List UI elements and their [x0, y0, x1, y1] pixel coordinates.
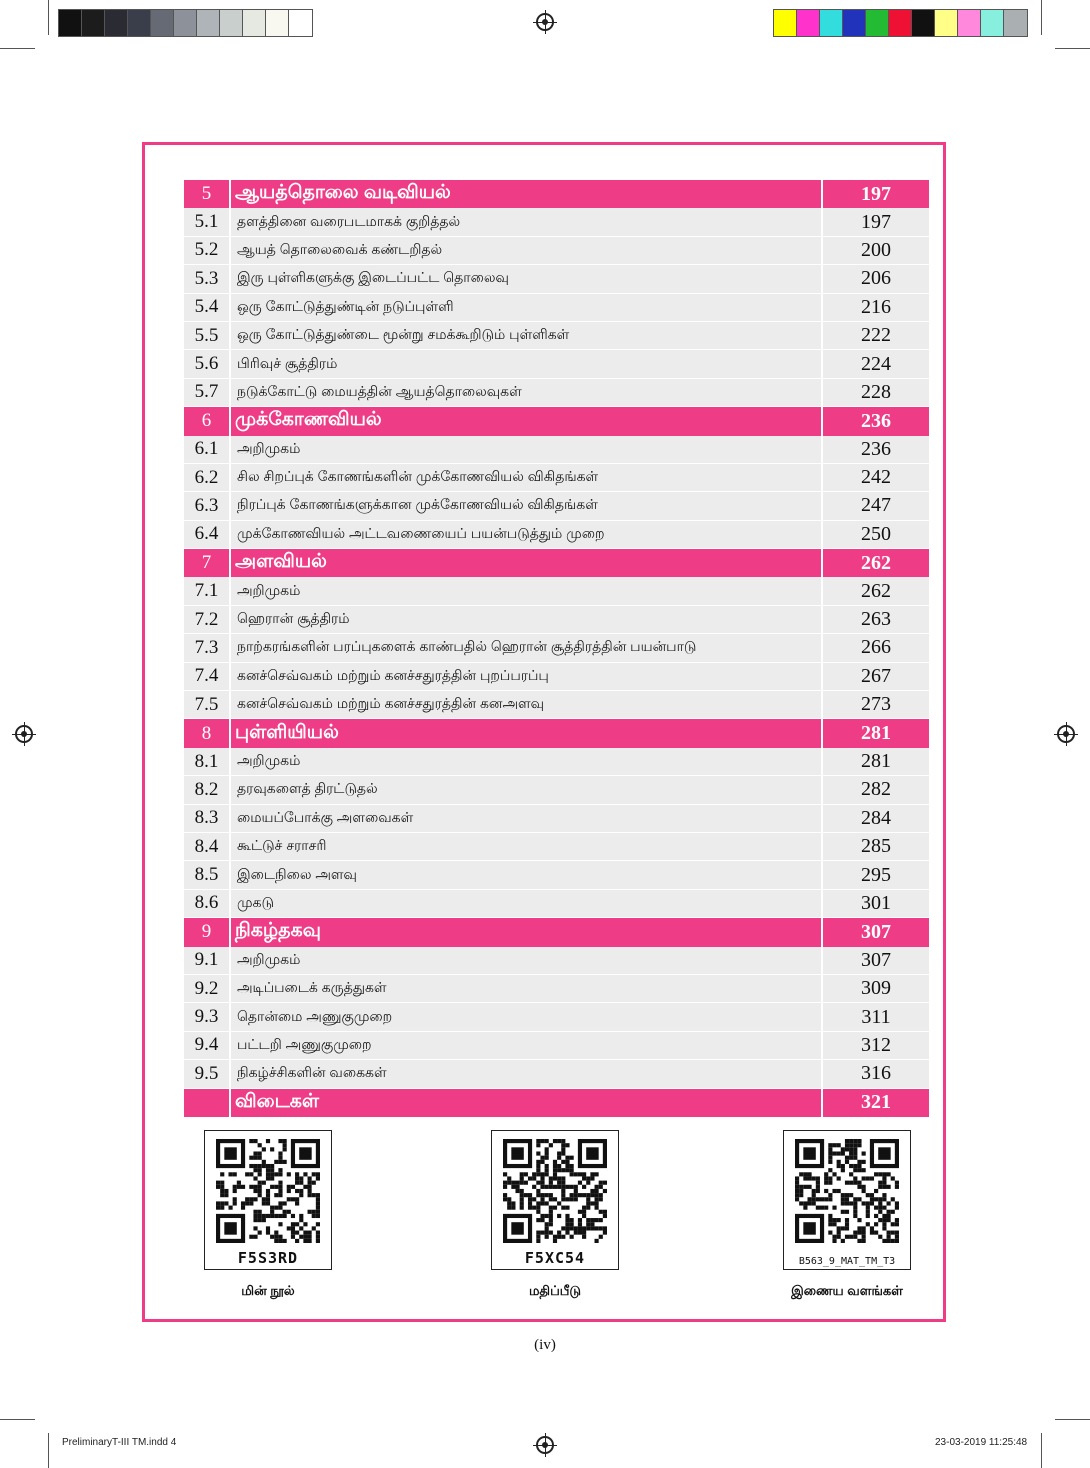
toc-title: பட்டறி அணுகுமுறை — [231, 1032, 823, 1059]
toc-page: 311 — [861, 1005, 891, 1028]
toc-num: 6.1 — [184, 436, 231, 463]
registration-mark-icon — [15, 725, 33, 743]
toc-title: பிரிவுச் சூத்திரம் — [231, 350, 823, 377]
toc-num: 7.2 — [184, 606, 231, 633]
registration-mark-icon — [536, 1436, 554, 1454]
toc-title: தொன்மை அணுகுமுறை — [231, 1003, 823, 1030]
toc-section-row[interactable] — [184, 975, 929, 1003]
toc-page: 216 — [861, 295, 891, 318]
color-swatch — [266, 10, 289, 36]
toc-title: விடைகள் — [231, 1089, 823, 1117]
toc-title: நிகழ்தகவு — [231, 918, 823, 946]
toc-section-row[interactable] — [184, 265, 929, 293]
toc-num: 8.1 — [184, 748, 231, 775]
toc-section-row[interactable] — [184, 861, 929, 889]
toc-title: அறிமுகம் — [231, 748, 823, 775]
toc-section-row[interactable] — [184, 1060, 929, 1088]
color-swatch — [820, 10, 843, 36]
toc-chapter-row[interactable] — [184, 918, 929, 946]
toc-title: இரு புள்ளிகளுக்கு இடைப்பட்ட தொலைவு — [231, 265, 823, 292]
qr-code-text: F5XC54 — [524, 1249, 586, 1267]
toc-page: 266 — [861, 636, 891, 659]
toc-section-row[interactable] — [184, 663, 929, 691]
toc-page: 197 — [823, 180, 929, 208]
color-swatch — [151, 10, 174, 36]
toc-title: அறிமுகம் — [231, 577, 823, 604]
registration-mark-icon — [1057, 725, 1075, 743]
crop-mark — [1055, 1419, 1090, 1420]
toc-page: 309 — [861, 977, 891, 1000]
crop-mark — [1055, 48, 1090, 49]
toc-page: 262 — [861, 579, 891, 602]
toc-title: நிகழ்ச்சிகளின் வகைகள் — [231, 1060, 823, 1087]
toc-page: 236 — [823, 407, 929, 435]
toc-title: கனச்செவ்வகம் மற்றும் கனச்சதுரத்தின் புறப்பரப்பு — [231, 663, 823, 690]
toc-num: 7.3 — [184, 634, 231, 661]
toc-page: 242 — [861, 466, 891, 489]
toc-num: 5.3 — [184, 265, 231, 292]
toc-page: 307 — [861, 948, 891, 971]
toc-page: 281 — [861, 750, 891, 772]
toc-section-row[interactable] — [184, 492, 929, 520]
crop-mark — [1041, 1433, 1042, 1468]
color-swatch — [889, 10, 912, 36]
toc-title: ஆயத் தொலைவைக் கண்டறிதல் — [231, 237, 823, 264]
toc-page: 200 — [861, 238, 891, 261]
toc-section-row[interactable] — [184, 350, 929, 378]
toc-section-row[interactable] — [184, 464, 929, 492]
toc-num: 5.4 — [184, 294, 231, 321]
toc-num: 9.1 — [184, 947, 231, 974]
qr-code-icon — [795, 1139, 899, 1243]
toc-num: 9.5 — [184, 1060, 231, 1087]
toc-page: 222 — [861, 324, 891, 347]
color-swatch — [981, 10, 1004, 36]
color-swatch — [797, 10, 820, 36]
color-swatch — [958, 10, 981, 36]
toc-num: 9.2 — [184, 975, 231, 1002]
color-swatch — [866, 10, 889, 36]
crop-mark — [0, 48, 35, 49]
toc-section-row[interactable] — [184, 521, 929, 549]
toc-page: 295 — [861, 863, 891, 886]
qr-code-ebook[interactable] — [204, 1130, 332, 1270]
toc-title: அறிமுகம் — [231, 436, 823, 463]
toc-section-row[interactable] — [184, 322, 929, 350]
crop-mark — [48, 0, 49, 35]
slug-timestamp: 23-03-2019 11:25:48 — [935, 1437, 1028, 1448]
toc-page: 262 — [823, 549, 929, 577]
qr-code-assessment[interactable] — [491, 1130, 619, 1270]
toc-chapter-row[interactable] — [184, 549, 929, 577]
color-swatch — [59, 10, 82, 36]
toc-num: 5.2 — [184, 237, 231, 264]
toc-section-row[interactable] — [184, 691, 929, 719]
toc-section-row[interactable] — [184, 890, 929, 918]
toc-section-row[interactable] — [184, 208, 929, 236]
toc-num: 8.2 — [184, 776, 231, 803]
toc-num: 5 — [184, 180, 231, 208]
toc-title: கனச்செவ்வகம் மற்றும் கனச்சதுரத்தின் கனஅளவு — [231, 691, 823, 718]
color-swatch — [220, 10, 243, 36]
toc-title: மையப்போக்கு அளவைகள் — [231, 805, 823, 832]
toc-num — [184, 1089, 231, 1117]
toc-num: 9.4 — [184, 1032, 231, 1059]
color-swatch — [105, 10, 128, 36]
color-swatch — [935, 10, 958, 36]
toc-num: 9.3 — [184, 1003, 231, 1030]
toc-page: 281 — [823, 719, 929, 747]
qr-code-web-resources[interactable] — [783, 1130, 911, 1270]
toc-chapter-row[interactable] — [184, 407, 929, 435]
color-swatch — [1004, 10, 1027, 36]
toc-title: முகடு — [231, 890, 823, 917]
toc-title: அடிப்படைக் கருத்துகள் — [231, 975, 823, 1002]
toc-num: 7.4 — [184, 663, 231, 690]
toc-num: 8.4 — [184, 833, 231, 860]
toc-page: 316 — [861, 1062, 891, 1085]
page-number: (iv) — [534, 1337, 556, 1353]
color-swatch — [912, 10, 935, 36]
toc-section-row[interactable] — [184, 1003, 929, 1031]
toc-section-row[interactable] — [184, 577, 929, 605]
toc-page: 224 — [861, 352, 891, 375]
crop-mark — [48, 1433, 49, 1468]
toc-title: ஒரு கோட்டுத்துண்டை மூன்று சமக்கூறிடும் புள்ளிகள் — [231, 322, 823, 349]
toc-title: தளத்தினை வரைபடமாகக் குறித்தல் — [231, 208, 823, 235]
toc-title: ஒரு கோட்டுத்துண்டின் நடுப்புள்ளி — [231, 294, 823, 321]
toc-section-row[interactable] — [184, 833, 929, 861]
toc-title: அறிமுகம் — [231, 947, 823, 974]
toc-title: நிரப்புக் கோணங்களுக்கான முக்கோணவியல் விகிதங்கள் — [231, 492, 823, 519]
color-swatch — [197, 10, 220, 36]
color-swatch — [128, 10, 151, 36]
toc-section-row[interactable] — [184, 294, 929, 322]
toc-page: 197 — [861, 210, 891, 233]
toc-title: சில சிறப்புக் கோணங்களின் முக்கோணவியல் விகிதங்கள் — [231, 464, 823, 491]
qr-code-icon — [503, 1139, 607, 1243]
toc-num: 8.5 — [184, 861, 231, 888]
toc-title: நாற்கரங்களின் பரப்புகளைக் காண்பதில் ஹெரான் சூத்திரத்தின் பயன்பாடு — [231, 634, 823, 661]
toc-num: 6.3 — [184, 492, 231, 519]
toc-chapter-row[interactable] — [184, 719, 929, 747]
toc-title: முக்கோணவியல் — [231, 407, 823, 435]
toc-page: 284 — [861, 806, 891, 829]
qr-code-icon — [216, 1139, 320, 1243]
table-of-contents — [184, 180, 929, 1117]
toc-num: 5.6 — [184, 350, 231, 377]
color-swatch — [774, 10, 797, 36]
color-swatch — [174, 10, 197, 36]
toc-page: 321 — [823, 1089, 929, 1117]
toc-title: அளவியல் — [231, 549, 823, 577]
toc-title: கூட்டுச் சராசரி — [231, 833, 823, 860]
registration-mark-icon — [536, 13, 554, 31]
color-swatch — [289, 10, 312, 36]
color-swatch — [82, 10, 105, 36]
toc-num: 8 — [184, 719, 231, 747]
toc-num: 6.2 — [184, 464, 231, 491]
toc-num: 5.7 — [184, 379, 231, 406]
toc-section-row[interactable] — [184, 606, 929, 634]
toc-page: 228 — [861, 380, 891, 403]
toc-section-row[interactable] — [184, 748, 929, 776]
toc-num: 6.4 — [184, 521, 231, 548]
toc-page: 285 — [861, 835, 891, 858]
color-swatch — [843, 10, 866, 36]
toc-num: 8.3 — [184, 805, 231, 832]
toc-section-row[interactable] — [184, 776, 929, 804]
toc-num: 7 — [184, 549, 231, 577]
toc-page: 267 — [861, 664, 891, 687]
toc-section-row[interactable] — [184, 805, 929, 833]
toc-num: 6 — [184, 407, 231, 435]
toc-chapter-row[interactable] — [184, 1089, 929, 1117]
toc-num: 7.5 — [184, 691, 231, 718]
toc-page: 206 — [861, 267, 891, 290]
color-bar-grayscale — [58, 9, 313, 37]
toc-page: 282 — [861, 778, 891, 801]
slug-filename: PreliminaryT-III TM.indd 4 — [62, 1437, 177, 1448]
toc-num: 7.1 — [184, 577, 231, 604]
toc-title: இடைநிலை அளவு — [231, 861, 823, 888]
qr-code-text: B563_9_MAT_TM_T3 — [798, 1256, 896, 1267]
toc-page: 250 — [861, 522, 891, 545]
color-bar-process — [773, 9, 1028, 37]
toc-num: 5.1 — [184, 208, 231, 235]
toc-section-row[interactable] — [184, 379, 929, 407]
toc-section-row[interactable] — [184, 1032, 929, 1060]
toc-page: 247 — [861, 494, 891, 517]
toc-title: புள்ளியியல் — [231, 719, 823, 747]
toc-page: 307 — [823, 918, 929, 946]
qr-label-assessment: மதிப்பீடு — [528, 1283, 582, 1298]
toc-title: நடுக்கோட்டு மையத்தின் ஆயத்தொலைவுகள் — [231, 379, 823, 406]
qr-label-ebook: மின் நூல் — [241, 1283, 295, 1298]
toc-num: 8.6 — [184, 890, 231, 917]
toc-section-row[interactable] — [184, 947, 929, 975]
toc-chapter-row[interactable] — [184, 180, 929, 208]
toc-num: 9 — [184, 918, 231, 946]
toc-section-row[interactable] — [184, 634, 929, 662]
crop-mark — [0, 1419, 35, 1420]
qr-code-text: F5S3RD — [237, 1249, 299, 1267]
toc-title: ஆயத்தொலை வடிவியல் — [231, 180, 823, 208]
toc-title: தரவுகளைத் திரட்டுதல் — [231, 776, 823, 803]
toc-section-row[interactable] — [184, 237, 929, 265]
toc-num: 5.5 — [184, 322, 231, 349]
toc-page: 312 — [861, 1033, 891, 1056]
crop-mark — [1041, 0, 1042, 35]
toc-title: ஹெரான் சூத்திரம் — [231, 606, 823, 633]
toc-section-row[interactable] — [184, 436, 929, 464]
toc-page: 273 — [861, 693, 891, 716]
toc-title: முக்கோணவியல் அட்டவணையைப் பயன்படுத்தும் முறை — [231, 521, 823, 548]
toc-page: 263 — [861, 608, 891, 631]
toc-page: 301 — [861, 891, 891, 914]
qr-label-web-resources: இணைய வளங்கள் — [791, 1283, 903, 1298]
color-swatch — [243, 10, 266, 36]
toc-page: 236 — [861, 437, 891, 460]
